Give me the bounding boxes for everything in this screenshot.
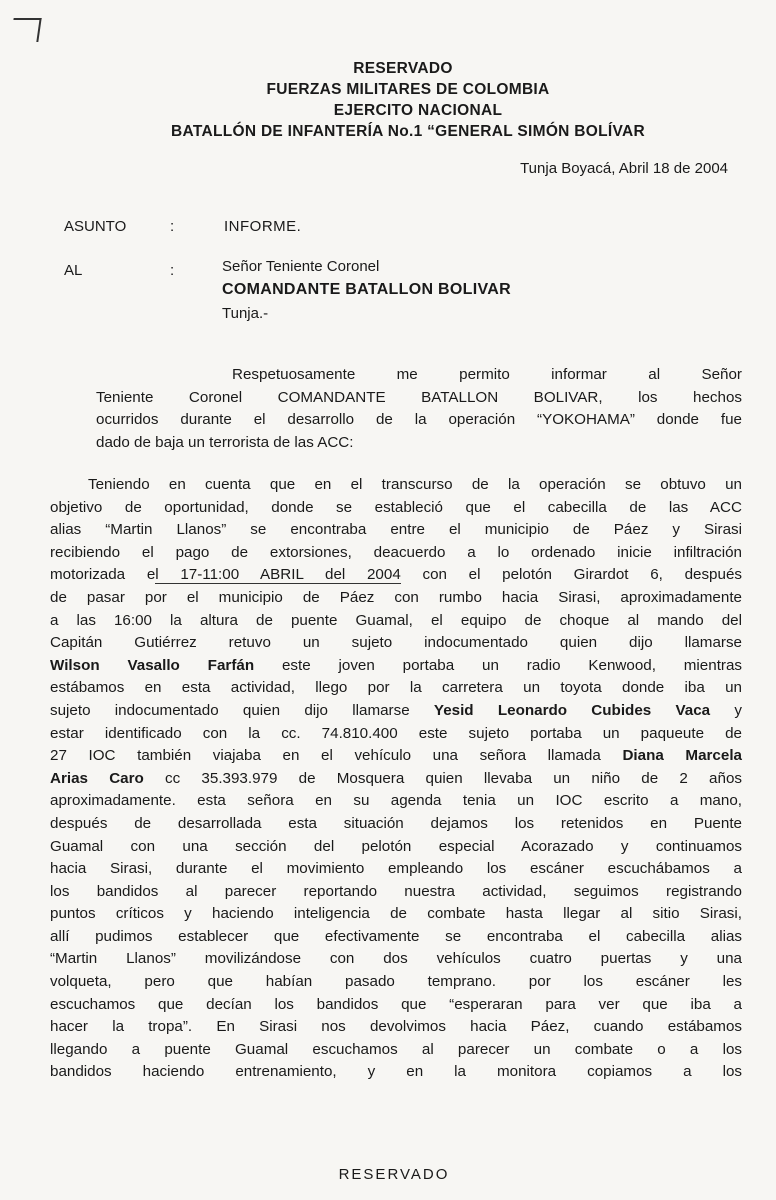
report-line: Teniendo en cuenta que en el transcurso de la operación se obtuvo un — [88, 476, 742, 493]
report-line — [50, 768, 742, 791]
recipient-city: Tunja.- — [222, 305, 269, 322]
report-line: volqueta, pero que habían pasado temprano. por los escáner les — [50, 973, 742, 991]
report-line: objetivo de oportunidad, donde se estableció que el cabecilla de las ACC — [50, 498, 742, 516]
report-text: sujeto indocumentado quien dijo llamarse — [50, 701, 434, 719]
report-line: los bandidos al parecer reportando nuestra actividad, seguimos registrando — [50, 882, 742, 900]
report-line — [50, 745, 742, 768]
report-text: 27 IOC también viajaba en el vehículo una señora llamada — [50, 747, 623, 765]
document-header — [0, 58, 776, 142]
report-line: estábamos en esta actividad, llego por la carretera un toyota donde iba un — [50, 679, 742, 697]
operation-date: l 17-11:00 ABRIL del 2004 — [155, 566, 401, 584]
classification-header: RESERVADO — [353, 60, 453, 77]
report-line: alias “Martin Llanos” se encontraba entre el municipio de Páez y Sirasi — [50, 521, 742, 539]
report-line: recibiendo el pago de extorsiones, deacuerdo a lo ordenado inicie infiltración — [50, 543, 742, 561]
corner-mark — [10, 18, 41, 42]
intro-line: ocurridos durante el desarrollo de la operación “YOKOHAMA” donde fue — [96, 411, 742, 429]
recipient-label: AL — [64, 262, 83, 279]
recipient-rank: Señor Teniente Coronel — [222, 258, 380, 275]
battalion-name: BATALLÓN DE INFANTERÍA No.1 “GENERAL SIMÓN BOLÍVAR — [171, 123, 645, 140]
person-name: Arias Caro — [50, 769, 144, 787]
document-date: Tunja Boyacá, Abril 18 de 2004 — [520, 160, 728, 177]
report-text: y — [710, 701, 742, 719]
subject-value: INFORME. — [224, 218, 302, 235]
report-line: hacer la tropa”. En Sirasi nos devolvimos hacia Páez, cuando estábamos — [50, 1018, 742, 1036]
report-line: después de desarrollada esta situación dejamos los retenidos en Puente — [50, 814, 742, 832]
report-line — [50, 655, 742, 678]
report-line: puntos críticos y haciendo inteligencia de combate hasta llegar al sitio Sirasi, — [50, 905, 742, 923]
recipient-commander: COMANDANTE BATALLON BOLIVAR — [222, 281, 511, 298]
report-line: “Martin Llanos” movilizándose con dos vehículos cuatro puertas y una — [50, 950, 742, 968]
intro-line: dado de baja un terrorista de las ACC: — [96, 433, 354, 451]
report-line: Capitán Gutiérrez retuvo un sujeto indocumentado quien dijo llamarse — [50, 634, 742, 652]
report-line: llegando a puente Guamal escuchamos al parecer un combate o a los — [50, 1040, 742, 1058]
intro-line: Teniente Coronel COMANDANTE BATALLON BOLIVAR, los hechos — [96, 388, 742, 406]
report-line: allí pudimos establecer que efectivamente se encontraba el cabecilla alias — [50, 927, 742, 945]
intro-paragraph — [96, 364, 742, 454]
report-line: bandidos haciendo entrenamiento, y en la monitora copiamos a los — [50, 1063, 742, 1081]
intro-line: Respetuosamente me permito informar al Señor — [232, 366, 742, 383]
person-name: Wilson Vasallo Farfán — [50, 656, 255, 674]
recipient-colon: : — [170, 262, 175, 279]
classification-footer: RESERVADO — [338, 1166, 450, 1183]
report-line: hacia Sirasi, durante el movimiento empleando los escáner escuchábamos a — [50, 860, 742, 878]
report-paragraph — [50, 474, 742, 1084]
report-line: escuchamos que decían los bandidos que “esperaran para ver que iba a — [50, 995, 742, 1013]
report-text: este joven portaba un radio Kenwood, mientras — [254, 656, 743, 674]
report-text: motorizada e — [50, 566, 156, 584]
subject-colon: : — [170, 218, 175, 235]
report-line — [50, 564, 742, 587]
report-line — [50, 700, 742, 723]
subject-label: ASUNTO — [64, 218, 127, 235]
person-name: Yesid Leonardo Cubides Vaca — [433, 701, 711, 719]
person-name: Diana Marcela — [622, 747, 742, 765]
report-line: estar identificado con la cc. 74.810.400 este sujeto portaba un paqueute de — [50, 724, 742, 742]
report-line: a las 16:00 la altura de puente Guamal, el equipo de choque al mando del — [50, 611, 742, 629]
report-line: aproximadamente. esta señora en su agenda tenia un IOC escrito a mano, — [50, 792, 742, 810]
organization-name: FUERZAS MILITARES DE COLOMBIA — [266, 81, 550, 98]
report-line: de pasar por el municipio de Páez con rumbo hacia Sirasi, aproximadamente — [50, 588, 742, 606]
report-text: cc 35.393.979 de Mosquera quien llevaba un niño de 2 años — [143, 769, 742, 787]
army-name: EJERCITO NACIONAL — [333, 102, 503, 119]
report-line: Guamal con una sección del pelotón especial Acorazado y continuamos — [50, 837, 742, 855]
report-text: con el pelotón Girardot 6, después — [400, 566, 742, 584]
